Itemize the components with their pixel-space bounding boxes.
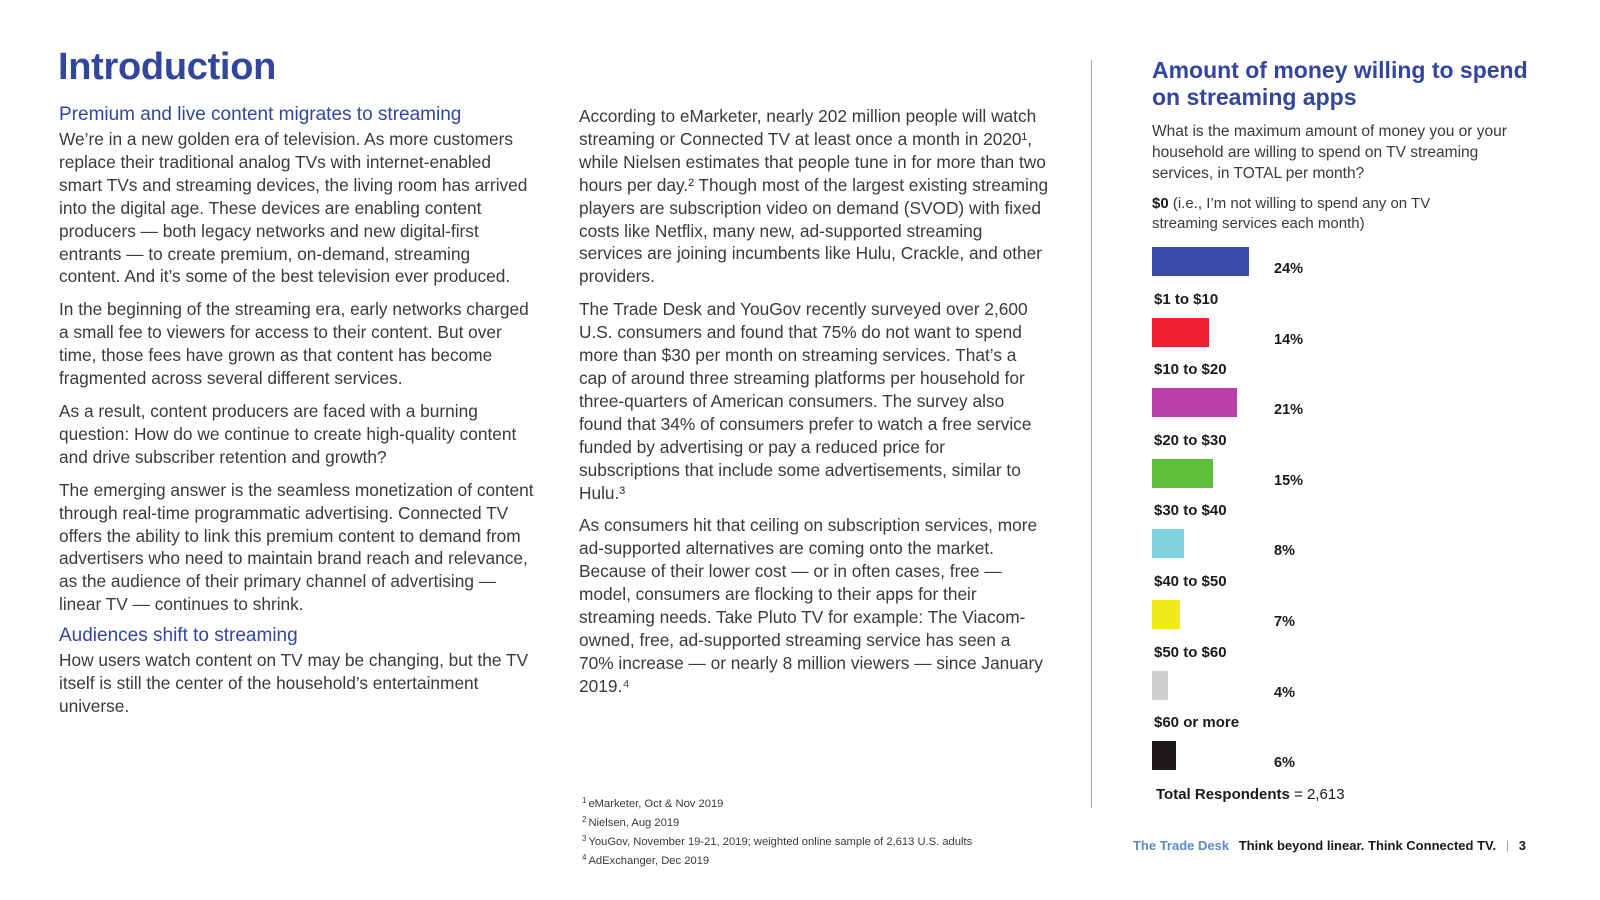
paragraph: As a result, content producers are faced with a burning question: How do we continue to create high-quality content and drive subscriber retention and growth? (59, 400, 517, 467)
chart-bar (1152, 671, 1168, 700)
bar-chart (1152, 0, 1572, 900)
footnote: $^3$ YouGov, November 19-21, 2019; weighted online sample of 2,613 U.S. adults (582, 834, 973, 848)
chart-bar (1152, 459, 1213, 488)
footer-separator: | (1505, 838, 1510, 853)
column-divider (1091, 60, 1092, 808)
footer-tagline: Think beyond linear. Think Connected TV. (1238, 838, 1497, 853)
chart-category-label: $40 to $50 (1154, 573, 1227, 590)
section-heading-premium-content: Premium and live content migrates to streaming (59, 104, 462, 125)
chart-bar (1152, 529, 1184, 558)
chart-category-label: $20 to $30 (1154, 431, 1227, 449)
chart-title: Amount of money willing to spend on streaming apps (1152, 57, 1528, 110)
chart-first-category-label: $0 (i.e., I’m not willing to spend any on TV streaming services each month) (1152, 195, 1431, 232)
page-footer (1133, 838, 1526, 853)
paragraph: As consumers hit that ceiling on subscription services, more ad-supported alternatives are coming onto the market. Because of their lower cost — or in often cases, free — model, consumers are flocking to their apps for their streaming needs. Take Pluto TV for example: The Viacom-owned, free, ad-supported streaming service has seen a 70% increase — or nearly 8 million viewers — since January 2019.⁴ (579, 515, 1043, 696)
chart-value-label: 15% (1274, 472, 1304, 489)
chart-value-label: 8% (1274, 543, 1295, 560)
paragraph: According to eMarketer, nearly 202 million people will watch streaming or Connected TV at least once a month in 2020¹, while Nielsen estimates that people tune in for more than two hours per day.² Though most of the largest existing streaming players are subscription video on demand (SVOD) with fixed costs like Netflix, many new, ad-supported streaming services are joining incumbents like Hulu, Crackle, and other providers. (579, 106, 1049, 287)
chart-value-label: 21% (1274, 402, 1304, 419)
paragraph: We’re in a new golden era of television. As more customers replace their traditional analog TVs with internet-enabled smart TVs and streaming devices, the living room has arrived into the digital age. These devices are enabling content producers — both legacy networks and new digital-first entrants — to create premium, on-demand, streaming content. And it’s some of the best television ever produced. (59, 129, 528, 287)
paragraph: The Trade Desk and YouGov recently surveyed over 2,600 U.S. consumers and found that 75% do not want to spend more than $30 per month on streaming services. That’s a cap of around three streaming platforms per household for three-quarters of American consumers. The survey also found that 34% of consumers prefer to watch a free service funded by advertising or pay a reduced price for subscriptions that include some advertisements, similar to Hulu.³ (579, 299, 1032, 503)
footnote: $^4$ AdExchanger, Dec 2019 (582, 853, 710, 867)
paragraph: The emerging answer is the seamless monetization of content through real-time programmatic advertising. Connected TV offers the ability to link this premium content to demand from advertisers who need to maintain brand reach and relevance, as the audience of their primary channel of advertising — linear TV — continues to shrink. (59, 479, 534, 615)
chart-value-label: 7% (1274, 614, 1295, 630)
footnote: $^2$ Nielsen, Aug 2019 (582, 815, 680, 829)
footnote: $^1$ eMarketer, Oct & Nov 2019 (582, 796, 724, 810)
chart-bar (1152, 741, 1176, 770)
chart-value-label: 4% (1274, 684, 1295, 701)
page-number: 3 (1518, 838, 1526, 853)
chart-category-label: $30 to $40 (1154, 502, 1227, 520)
chart-value-label: 24% (1274, 261, 1304, 277)
footnotes (582, 793, 1062, 869)
middle-column (579, 105, 1049, 708)
chart-bar (1152, 247, 1249, 276)
chart-bar (1152, 600, 1180, 629)
page-title: Introduction (58, 46, 277, 88)
chart-value-label: 14% (1274, 331, 1304, 348)
brand-name: The Trade Desk (1132, 838, 1230, 853)
chart-category-label: $1 to $10 (1154, 290, 1219, 308)
chart-category-label: $10 to $20 (1154, 361, 1227, 379)
total-respondents: Total Respondents = 2,613 (1156, 786, 1345, 803)
chart-value-label: 6% (1274, 755, 1295, 772)
chart-bar (1152, 388, 1237, 417)
left-column (59, 103, 534, 728)
paragraph: How users watch content on TV may be changing, but the TV itself is still the center of the household’s entertainment universe. (59, 650, 529, 716)
chart-category-label: $60 or more (1154, 714, 1240, 732)
section-heading-audiences: Audiences shift to streaming (59, 625, 298, 647)
paragraph: In the beginning of the streaming era, early networks charged a small fee to viewers for access to their content. But over time, those fees have grown as that content has become fragmented across several different services. (59, 299, 529, 389)
chart-bar (1152, 318, 1209, 347)
chart-question: What is the maximum amount of money you or your household are willing to spend on TV streaming services, in TOTAL per month? (1152, 123, 1507, 182)
chart-category-label: $50 to $60 (1154, 643, 1227, 661)
